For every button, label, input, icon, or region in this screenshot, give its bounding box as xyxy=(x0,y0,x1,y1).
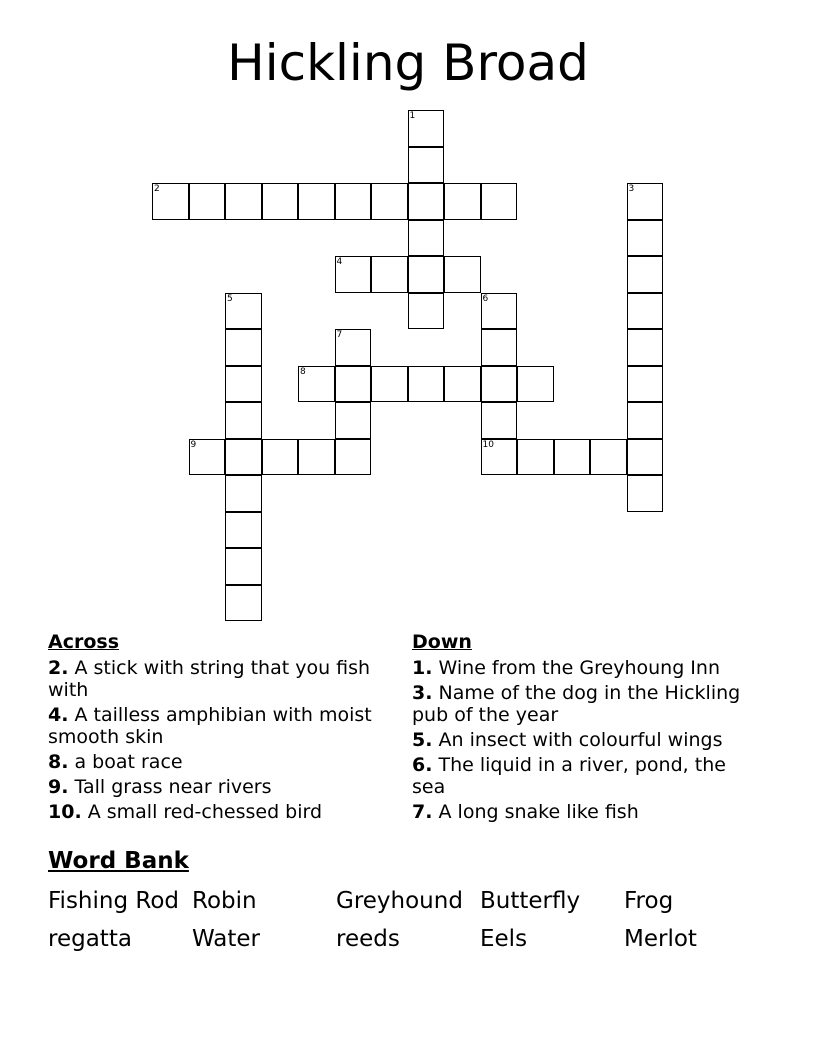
grid-cell[interactable] xyxy=(262,183,299,220)
down-heading: Down xyxy=(412,631,472,653)
grid-cell[interactable] xyxy=(481,402,518,439)
clue-number-label: 5 xyxy=(227,293,233,304)
grid-cell[interactable] xyxy=(627,439,664,476)
word-bank-item: Robin xyxy=(192,888,257,914)
grid-cell[interactable] xyxy=(335,366,372,403)
grid-cell[interactable] xyxy=(481,293,518,330)
grid-cell[interactable] xyxy=(335,256,372,293)
grid-cell[interactable] xyxy=(408,256,445,293)
clue-number: 10. xyxy=(48,801,82,823)
grid-cell[interactable] xyxy=(517,366,554,403)
across-heading: Across xyxy=(48,631,120,653)
grid-cell[interactable] xyxy=(408,293,445,330)
clue-number-label: 7 xyxy=(336,330,343,340)
clue-number: 2. xyxy=(48,657,69,679)
clue-across-8 xyxy=(48,751,388,773)
grid-cell[interactable] xyxy=(590,439,627,476)
clue-number: 1. xyxy=(412,657,433,679)
across-clues xyxy=(48,630,388,823)
grid-cell[interactable] xyxy=(627,183,664,220)
grid-cell[interactable] xyxy=(152,183,189,220)
clue-number-label: 3 xyxy=(628,184,635,194)
grid-cell[interactable] xyxy=(444,256,481,293)
grid-cell[interactable] xyxy=(627,402,664,439)
clue-text: A long snake like fish xyxy=(438,801,639,823)
page-title: Hickling Broad xyxy=(227,34,589,92)
grid-cell[interactable] xyxy=(225,329,262,366)
clue-text: A small red-chessed bird xyxy=(87,801,323,823)
clue-number-label: 6 xyxy=(482,293,489,304)
word-bank-item: Water xyxy=(192,926,260,952)
grid-cell[interactable] xyxy=(481,366,518,403)
grid-cell[interactable] xyxy=(627,220,664,257)
grid-cell[interactable] xyxy=(444,366,481,403)
grid-cell[interactable] xyxy=(408,147,445,184)
grid-cell[interactable] xyxy=(189,183,226,220)
clue-number-label: 2 xyxy=(154,184,160,194)
grid-cell[interactable] xyxy=(517,439,554,476)
grid-cell[interactable] xyxy=(335,183,372,220)
grid-cell[interactable] xyxy=(371,256,408,293)
grid-cell[interactable] xyxy=(298,439,335,476)
down-clues xyxy=(412,630,752,823)
word-bank-item: regatta xyxy=(48,926,132,952)
grid-cell[interactable] xyxy=(225,439,262,476)
grid-cell[interactable] xyxy=(225,293,262,330)
grid-cell[interactable] xyxy=(627,329,664,366)
clue-across-2 xyxy=(48,657,388,701)
clue-number-label: 8 xyxy=(300,366,306,377)
clue-across-10 xyxy=(48,801,388,823)
clue-number: 6. xyxy=(412,754,433,776)
clue-number: 9. xyxy=(48,776,69,798)
grid-cell[interactable] xyxy=(225,366,262,403)
clue-number: 3. xyxy=(412,682,433,704)
clue-number: 4. xyxy=(48,704,69,726)
clue-number-label: 9 xyxy=(190,439,197,450)
grid-cell[interactable] xyxy=(335,439,372,476)
clue-across-9 xyxy=(48,776,388,798)
clue-text: Wine from the Greyhoung Inn xyxy=(438,657,720,679)
clue-text: Tall grass near rivers xyxy=(74,776,272,798)
grid-cell[interactable] xyxy=(554,439,591,476)
clue-number: 7. xyxy=(412,801,433,823)
grid-cell[interactable] xyxy=(627,475,664,512)
clue-down-5 xyxy=(412,729,752,751)
clue-text: Name of the dog in the Hickling pub of the year xyxy=(412,682,741,726)
grid-cell[interactable] xyxy=(408,110,445,147)
grid-cell[interactable] xyxy=(408,220,445,257)
grid-cell[interactable] xyxy=(225,183,262,220)
clue-number-label: 4 xyxy=(336,257,343,267)
clue-across-4 xyxy=(48,704,388,748)
word-bank xyxy=(48,882,768,958)
grid-cell[interactable] xyxy=(481,329,518,366)
clue-down-3 xyxy=(412,682,752,726)
clue-text: A stick with string that you fish with xyxy=(48,657,371,701)
grid-cell[interactable] xyxy=(189,439,226,476)
grid-cell[interactable] xyxy=(408,183,445,220)
grid-cell[interactable] xyxy=(481,183,518,220)
grid-cell[interactable] xyxy=(335,329,372,366)
clue-number-label: 1 xyxy=(409,111,416,121)
word-bank-item: Butterfly xyxy=(480,888,581,914)
grid-cell[interactable] xyxy=(262,439,299,476)
grid-cell[interactable] xyxy=(481,439,518,476)
grid-cell[interactable] xyxy=(371,183,408,220)
word-bank-item: reeds xyxy=(336,926,400,952)
word-bank-heading: Word Bank xyxy=(48,848,189,874)
grid-cell[interactable] xyxy=(335,402,372,439)
grid-cell[interactable] xyxy=(444,183,481,220)
grid-cell[interactable] xyxy=(298,366,335,403)
word-bank-item: Merlot xyxy=(624,926,697,952)
grid-cell[interactable] xyxy=(225,548,262,585)
clue-number-label: 10 xyxy=(482,439,494,450)
clue-number: 5. xyxy=(412,729,433,751)
grid-cell[interactable] xyxy=(408,366,445,403)
word-bank-item: Eels xyxy=(480,926,528,952)
grid-cell[interactable] xyxy=(225,475,262,512)
grid-cell[interactable] xyxy=(225,402,262,439)
grid-cell[interactable] xyxy=(225,585,262,622)
clue-text: a boat race xyxy=(74,751,183,773)
clue-down-6 xyxy=(412,754,752,798)
clue-text: A tailless amphibian with moist smooth skin xyxy=(48,704,372,748)
clue-text: The liquid in a river, pond, the sea xyxy=(412,754,726,798)
grid-cell[interactable] xyxy=(225,512,262,549)
grid-cell[interactable] xyxy=(371,366,408,403)
clue-down-7 xyxy=(412,801,752,823)
grid-cell[interactable] xyxy=(627,293,664,330)
grid-cell[interactable] xyxy=(298,183,335,220)
grid-cell[interactable] xyxy=(627,366,664,403)
clue-number: 8. xyxy=(48,751,69,773)
word-bank-item: Fishing Rod xyxy=(48,888,180,914)
grid-cell[interactable] xyxy=(627,256,664,293)
word-bank-item: Frog xyxy=(624,888,674,914)
clue-text: An insect with colourful wings xyxy=(438,729,723,751)
word-bank-item: Greyhound xyxy=(336,888,463,914)
clue-down-1 xyxy=(412,657,752,679)
